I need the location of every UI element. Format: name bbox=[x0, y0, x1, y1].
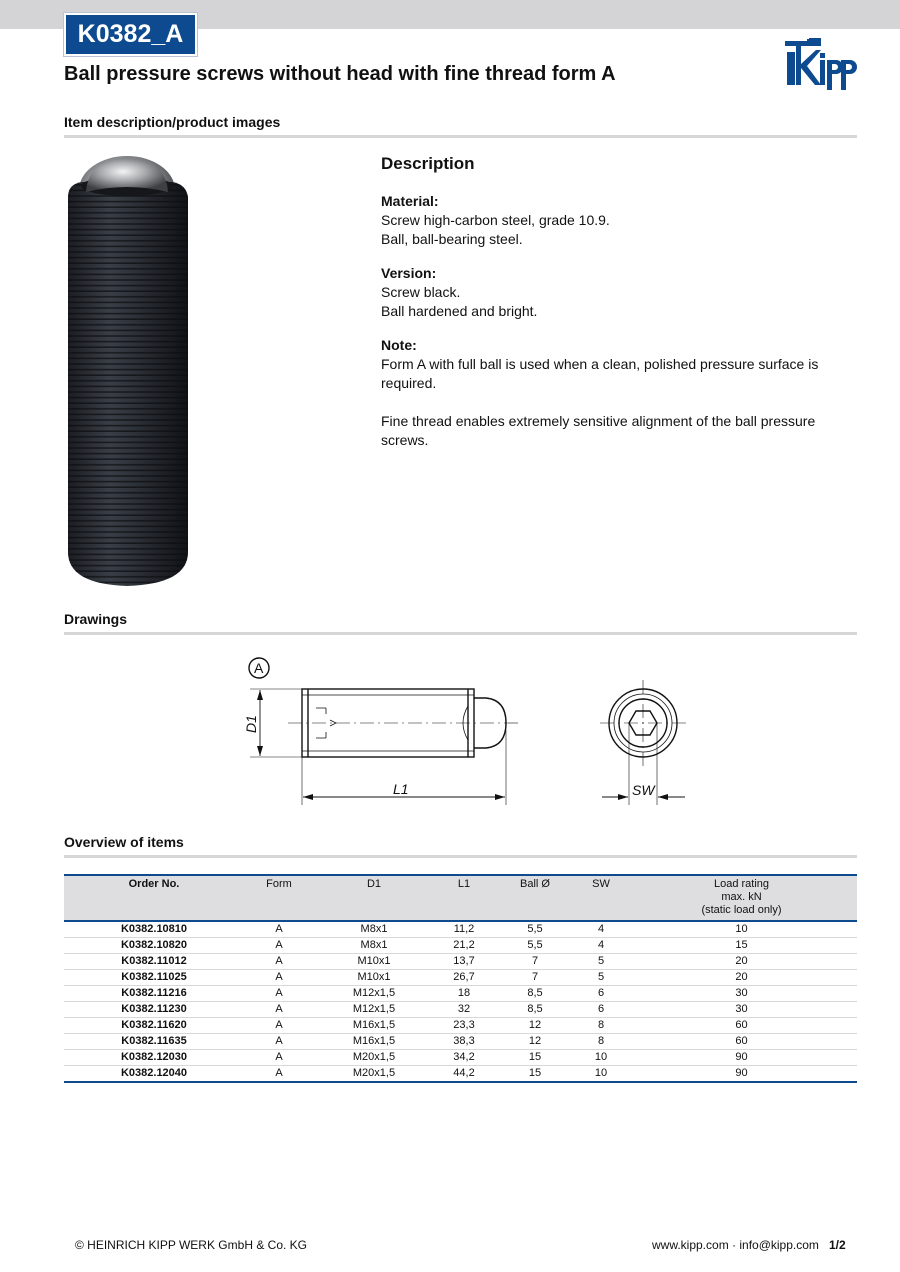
table-cell: 10 bbox=[576, 1050, 626, 1066]
table-cell: 90 bbox=[626, 1050, 857, 1066]
table-cell: K0382.11025 bbox=[64, 970, 244, 986]
technical-drawing bbox=[230, 650, 710, 825]
table-cell: 18 bbox=[434, 986, 494, 1002]
table-cell: 6 bbox=[576, 986, 626, 1002]
note-label: Note: bbox=[381, 337, 417, 353]
material-line: Ball, ball-bearing steel. bbox=[381, 231, 523, 247]
table-cell: 12 bbox=[494, 1034, 576, 1050]
table-cell: 23,3 bbox=[434, 1018, 494, 1034]
table-cell: 8 bbox=[576, 1018, 626, 1034]
table-row bbox=[64, 1034, 857, 1050]
table-cell: M12x1,5 bbox=[314, 986, 434, 1002]
table-cell: 90 bbox=[626, 1066, 857, 1083]
drawing-label-d1: D1 bbox=[243, 715, 259, 733]
table-cell: K0382.11230 bbox=[64, 1002, 244, 1018]
load-header-line: Load rating bbox=[713, 878, 770, 890]
note-block bbox=[381, 336, 851, 450]
kipp-logo bbox=[783, 38, 859, 97]
table-cell: M10x1 bbox=[314, 954, 434, 970]
load-header-line: max. kN bbox=[721, 891, 762, 903]
table-cell: K0382.11216 bbox=[64, 986, 244, 1002]
items-table bbox=[64, 874, 857, 1083]
table-cell: 60 bbox=[626, 1018, 857, 1034]
footer-copyright: © HEINRICH KIPP WERK GmbH & Co. KG bbox=[75, 1238, 307, 1252]
page-title: Ball pressure screws without head with fine thread form A bbox=[64, 63, 616, 85]
table-cell: 5 bbox=[576, 954, 626, 970]
column-header: Ball Ø bbox=[494, 875, 576, 921]
table-cell: A bbox=[244, 970, 314, 986]
load-header-line: (static load only) bbox=[701, 904, 782, 916]
table-cell: 30 bbox=[626, 1002, 857, 1018]
table-row bbox=[64, 921, 857, 938]
table-cell: 38,3 bbox=[434, 1034, 494, 1050]
column-header: D1 bbox=[314, 875, 434, 921]
table-cell: A bbox=[244, 1066, 314, 1083]
table-row bbox=[64, 938, 857, 954]
table-cell: 7 bbox=[494, 954, 576, 970]
table-cell: 5,5 bbox=[494, 921, 576, 938]
table-cell: 8,5 bbox=[494, 1002, 576, 1018]
material-line: Screw high-carbon steel, grade 10.9. bbox=[381, 212, 610, 228]
table-cell: 8 bbox=[576, 1034, 626, 1050]
divider bbox=[64, 855, 857, 858]
version-line: Ball hardened and bright. bbox=[381, 303, 538, 319]
table-cell: A bbox=[244, 986, 314, 1002]
column-header: L1 bbox=[434, 875, 494, 921]
table-cell: K0382.10820 bbox=[64, 938, 244, 954]
table-cell: 20 bbox=[626, 954, 857, 970]
page-number: 1/2 bbox=[829, 1238, 846, 1252]
drawing-label-form: A bbox=[254, 660, 264, 676]
material-label: Material: bbox=[381, 193, 439, 209]
table-cell: M20x1,5 bbox=[314, 1066, 434, 1083]
table-cell: 15 bbox=[494, 1066, 576, 1083]
product-code-badge: K0382_A bbox=[64, 13, 197, 56]
note-line: Fine thread enables extremely sensitive alignment of the ball pressure screws. bbox=[381, 413, 816, 448]
table-cell: 5,5 bbox=[494, 938, 576, 954]
table-cell: 5 bbox=[576, 970, 626, 986]
note-line: Form A with full ball is used when a clean, polished pressure surface is required. bbox=[381, 356, 819, 391]
table-cell: K0382.11620 bbox=[64, 1018, 244, 1034]
table-cell: 10 bbox=[576, 1066, 626, 1083]
column-header: SW bbox=[576, 875, 626, 921]
table-cell: 13,7 bbox=[434, 954, 494, 970]
table-cell: A bbox=[244, 1034, 314, 1050]
table-cell: 11,2 bbox=[434, 921, 494, 938]
table-cell: A bbox=[244, 1050, 314, 1066]
table-cell: 4 bbox=[576, 921, 626, 938]
table-cell: A bbox=[244, 954, 314, 970]
table-row bbox=[64, 1002, 857, 1018]
description-heading: Description bbox=[381, 154, 475, 173]
column-header bbox=[626, 875, 857, 921]
table-cell: M16x1,5 bbox=[314, 1034, 434, 1050]
table-cell: 4 bbox=[576, 938, 626, 954]
table-cell: 20 bbox=[626, 970, 857, 986]
table-cell: 21,2 bbox=[434, 938, 494, 954]
divider bbox=[64, 632, 857, 635]
table-cell: 44,2 bbox=[434, 1066, 494, 1083]
table-cell: 7 bbox=[494, 970, 576, 986]
table-cell: A bbox=[244, 1018, 314, 1034]
column-header: Order No. bbox=[64, 875, 244, 921]
version-label: Version: bbox=[381, 265, 437, 281]
divider bbox=[64, 135, 857, 138]
description-block bbox=[381, 153, 851, 465]
table-cell: 6 bbox=[576, 1002, 626, 1018]
drawing-label-l1: L1 bbox=[393, 781, 409, 797]
product-image bbox=[60, 152, 195, 597]
table-row bbox=[64, 1066, 857, 1083]
version-block bbox=[381, 264, 851, 321]
table-cell: K0382.10810 bbox=[64, 921, 244, 938]
table-cell: K0382.11635 bbox=[64, 1034, 244, 1050]
table-cell: 10 bbox=[626, 921, 857, 938]
table-cell: K0382.12040 bbox=[64, 1066, 244, 1083]
logo-text: Kipp bbox=[783, 38, 786, 39]
section-heading-overview: Overview of items bbox=[64, 834, 184, 850]
table-row bbox=[64, 986, 857, 1002]
table-cell: 8,5 bbox=[494, 986, 576, 1002]
table-cell: K0382.11012 bbox=[64, 954, 244, 970]
table-cell: K0382.12030 bbox=[64, 1050, 244, 1066]
table-row bbox=[64, 1018, 857, 1034]
table-cell: M8x1 bbox=[314, 938, 434, 954]
table-row bbox=[64, 1050, 857, 1066]
table-cell: 15 bbox=[494, 1050, 576, 1066]
table-row bbox=[64, 970, 857, 986]
table-cell: 60 bbox=[626, 1034, 857, 1050]
table-cell: M8x1 bbox=[314, 921, 434, 938]
table-cell: 30 bbox=[626, 986, 857, 1002]
table-cell: M10x1 bbox=[314, 970, 434, 986]
version-line: Screw black. bbox=[381, 284, 461, 300]
table-cell: A bbox=[244, 938, 314, 954]
table-row bbox=[64, 954, 857, 970]
table-cell: M20x1,5 bbox=[314, 1050, 434, 1066]
table-cell: 32 bbox=[434, 1002, 494, 1018]
table-header-row bbox=[64, 875, 857, 921]
drawing-label-sw: SW bbox=[632, 782, 655, 798]
table-cell: 26,7 bbox=[434, 970, 494, 986]
material-block bbox=[381, 192, 851, 249]
table-body bbox=[64, 921, 857, 1082]
table-cell: 12 bbox=[494, 1018, 576, 1034]
table-cell: M12x1,5 bbox=[314, 1002, 434, 1018]
section-heading-images: Item description/product images bbox=[64, 114, 281, 130]
column-header: Form bbox=[244, 875, 314, 921]
section-heading-drawings: Drawings bbox=[64, 611, 128, 627]
table-cell: 34,2 bbox=[434, 1050, 494, 1066]
table-cell: A bbox=[244, 1002, 314, 1018]
footer-contact: www.kipp.com · info@kipp.com bbox=[652, 1238, 819, 1252]
table-cell: A bbox=[244, 921, 314, 938]
table-cell: 15 bbox=[626, 938, 857, 954]
table-cell: M16x1,5 bbox=[314, 1018, 434, 1034]
